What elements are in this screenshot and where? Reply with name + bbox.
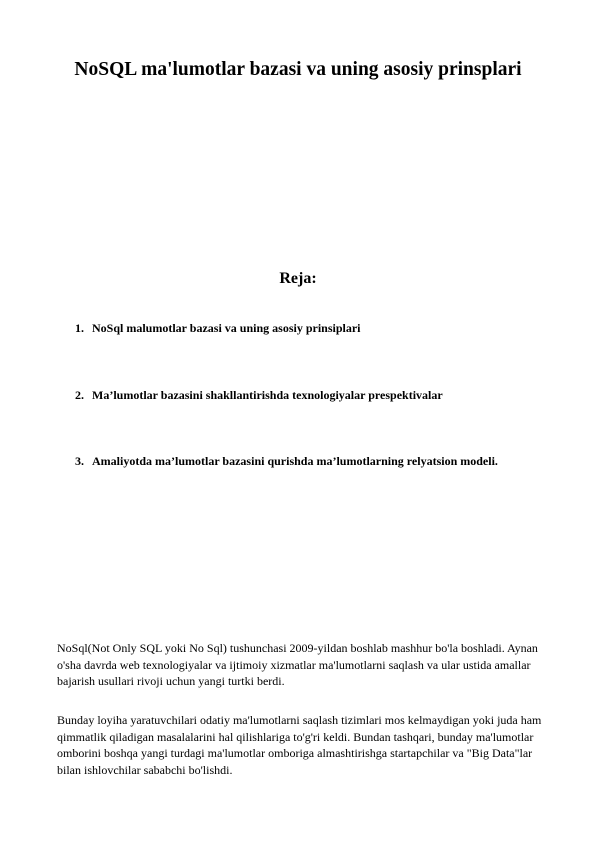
plan-item-text: Ma’lumotlar bazasini shakllantirishda texnologiyalar prespektivalar: [92, 388, 443, 402]
plan-item: [75, 320, 535, 336]
plan-item: [75, 453, 535, 469]
body-paragraph: Bunday loyiha yaratuvchilari odatiy ma'lumotlarni saqlash tizimlari mos kelmaydigan yoki juda ham qimmatlik qiladigan masalalarini hal qilishlariga to'g'ri keldi. Bundan tashqari, bunday ma'lumotlar omborini boshqa yangi turdagi ma'lumotlar omboriga almashtirishga startapchilar va "Big Data"lar bilan ishlovchilar sababchi bo'lishdi.: [57, 713, 542, 777]
plan-item-text: NoSql malumotlar bazasi va uning asosiy prinsiplari: [92, 321, 361, 335]
document-title: NoSQL ma'lumotlar bazasi va uning asosiy prinsplari: [74, 59, 522, 80]
body-paragraph: NoSql(Not Only SQL yoki No Sql) tushunchasi 2009-yildan boshlab mashhur bo'la boshladi. Aynan o'sha davrda web texnologiyalar va ijtimoiy xizmatlar ma'lumotlarni saqlash va ular ustida amallar bajarish usullari rivoji uchun yangi turtki berdi.: [57, 641, 538, 688]
plan-heading: Reja:: [279, 270, 317, 287]
plan-item-number: 2.: [75, 388, 84, 402]
plan-item: [75, 387, 535, 403]
plan-item-number: 3.: [75, 454, 84, 468]
plan-item-number: 1.: [75, 321, 84, 335]
plan-item-text: Amaliyotda ma’lumotlar bazasini qurishda ma’lumotlarning relyatsion modeli.: [92, 454, 498, 468]
